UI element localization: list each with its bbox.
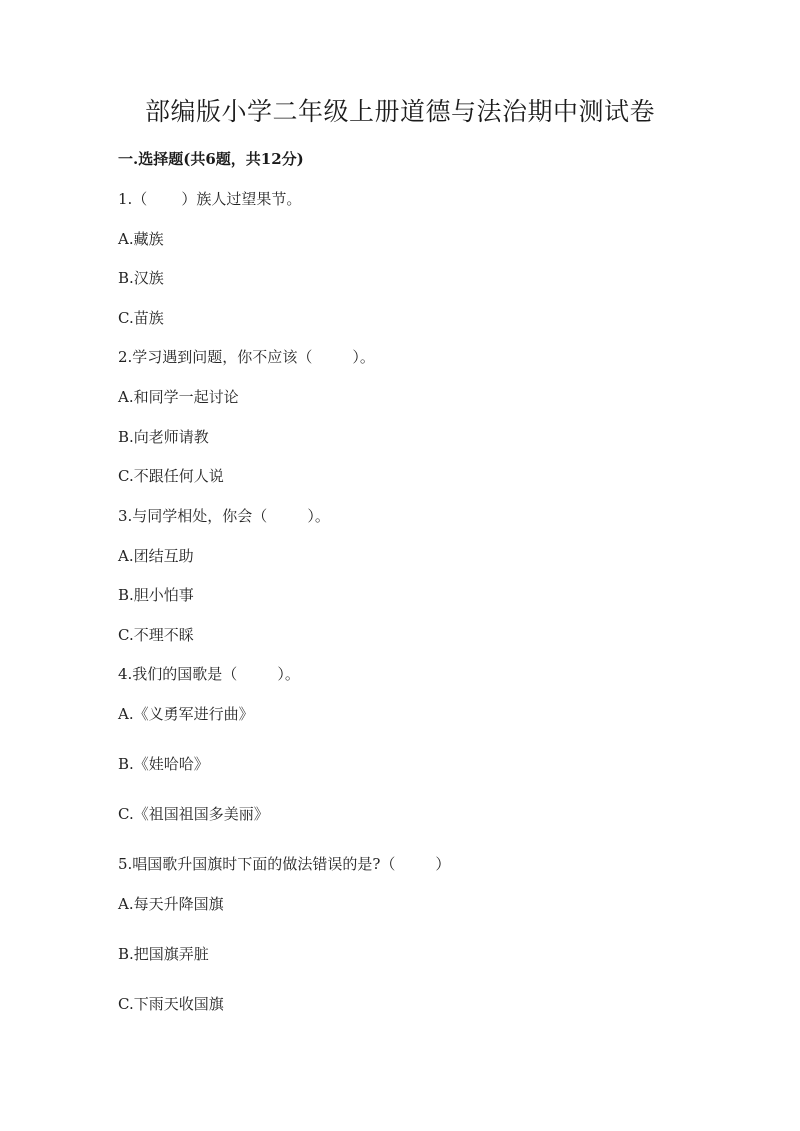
question-2-stem: [118, 346, 375, 368]
question-4-option-a: A.《义勇军进行曲》: [118, 705, 254, 723]
question-5-option-a: A.每天升降国旗: [118, 895, 224, 913]
question-2-option-a: A.和同学一起讨论: [118, 388, 239, 406]
question-2-stem-post: ）。: [352, 348, 375, 366]
question-1-option-c: C.苗族: [118, 309, 164, 327]
question-3-stem-post: ）。: [307, 507, 330, 525]
question-3-option-b: B.胆小怕事: [118, 586, 194, 604]
question-3-option-c: C.不理不睬: [118, 626, 194, 644]
section-heading: 一.选择题(共6题，共12分): [118, 150, 304, 168]
question-1-option-a: A.藏族: [118, 230, 164, 248]
question-1-stem-pre: 1.（: [118, 190, 148, 208]
question-3-option-a: A.团结互助: [118, 547, 194, 565]
question-3-stem: [118, 505, 330, 527]
question-5-option-c: C.下雨天收国旗: [118, 995, 224, 1013]
question-5-option-b: B.把国旗弄脏: [118, 945, 209, 963]
question-1-stem-post: ）族人过望果节。: [181, 190, 302, 208]
question-4-stem-pre: 4.我们的国歌是（: [118, 665, 238, 683]
question-1-stem: [118, 188, 301, 210]
question-5-stem-post: ）: [435, 855, 451, 873]
question-4-stem-post: ）。: [277, 665, 300, 683]
question-1-option-b: B.汉族: [118, 269, 164, 287]
question-2-option-b: B.向老师请教: [118, 428, 209, 446]
page-title: 部编版小学二年级上册道德与法治期中测试卷: [144, 97, 655, 126]
question-3-stem-pre: 3.与同学相处，你会（: [118, 507, 268, 525]
question-2-option-c: C.不跟任何人说: [118, 467, 224, 485]
question-2-stem-pre: 2.学习遇到问题，你不应该（: [118, 348, 313, 366]
question-5-stem-pre: 5.唱国歌升国旗时下面的做法错误的是?（: [118, 855, 396, 873]
question-4-stem: [118, 663, 300, 685]
question-4-option-c: C.《祖国祖国多美丽》: [118, 805, 269, 823]
question-5-stem: [118, 853, 450, 875]
question-4-option-b: B.《娃哈哈》: [118, 755, 209, 773]
